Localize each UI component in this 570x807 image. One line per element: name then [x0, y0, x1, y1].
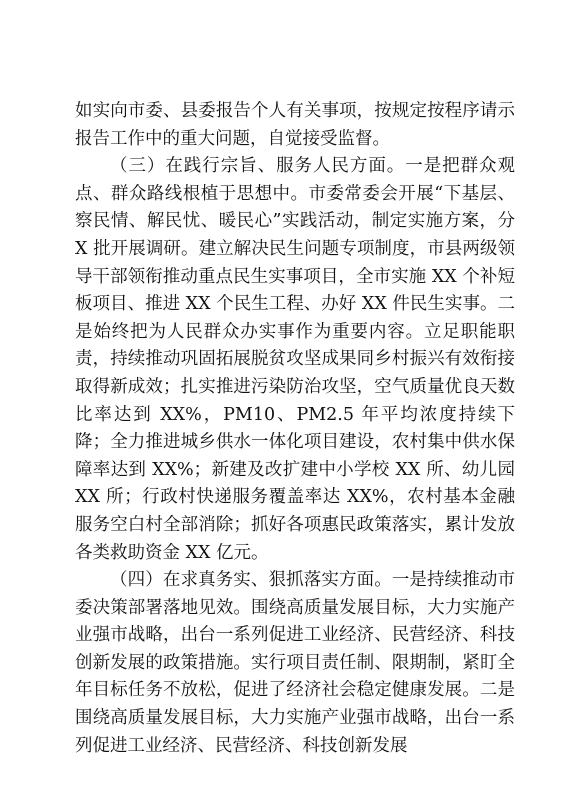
- paragraph-section-four: （四）在求真务实、狠抓落实方面。一是持续推动市委决策部署落地见效。围绕高质量发展目标，大力实施产业强市战略，出台一系列促进工业经济、民营经济、科技创新发展的政策措施。实行项目责任制、限期制，紧盯全年目标任务不放松，促进了经济社会稳定健康发展。二是围绕高质量发展目标，大力实施产业强市战略，出台一系列促进工业经济、民营经济、科技创新发展: [75, 570, 515, 756]
- paragraph-section-three: （三）在践行宗旨、服务人民方面。一是把群众观点、群众路线根植于思想中。市委常委会开展“下基层、察民情、解民忧、暖民心”实践活动，制定实施方案，分 X 批开展调研。建立解决民生问题专项制度，市县两级领导干部领衔推动重点民生实事项目，全市实施 XX 个补短板项目、推进 XX 个民生工程、办好 XX 件民生实事。二是始终把为人民群众办实事作为重要内容。立足职能职责，持续推动巩固拓展脱贫攻坚成果同乡村振兴有效衔接取得新成效；扎实推进污染防治攻坚，空气质量优良天数比率达到 XX%，PM10、PM2.5 年平均浓度持续下降；全力推进城乡供水一体化项目建设，农村集中供水保障率达到 XX%；新建及改扩建中小学校 XX 所、幼儿园 XX 所；行政村快递服务覆盖率达 XX%，农村基本金融服务空白村全部消除；抓好各项惠民政策落实，累计发放各类救助资金 XX 亿元。: [75, 156, 515, 563]
- document-body: [75, 98, 515, 760]
- paragraph-continuation: 如实向市委、县委报告个人有关事项，按规定按程序请示报告工作中的重大问题，自觉接受监督。: [75, 101, 515, 149]
